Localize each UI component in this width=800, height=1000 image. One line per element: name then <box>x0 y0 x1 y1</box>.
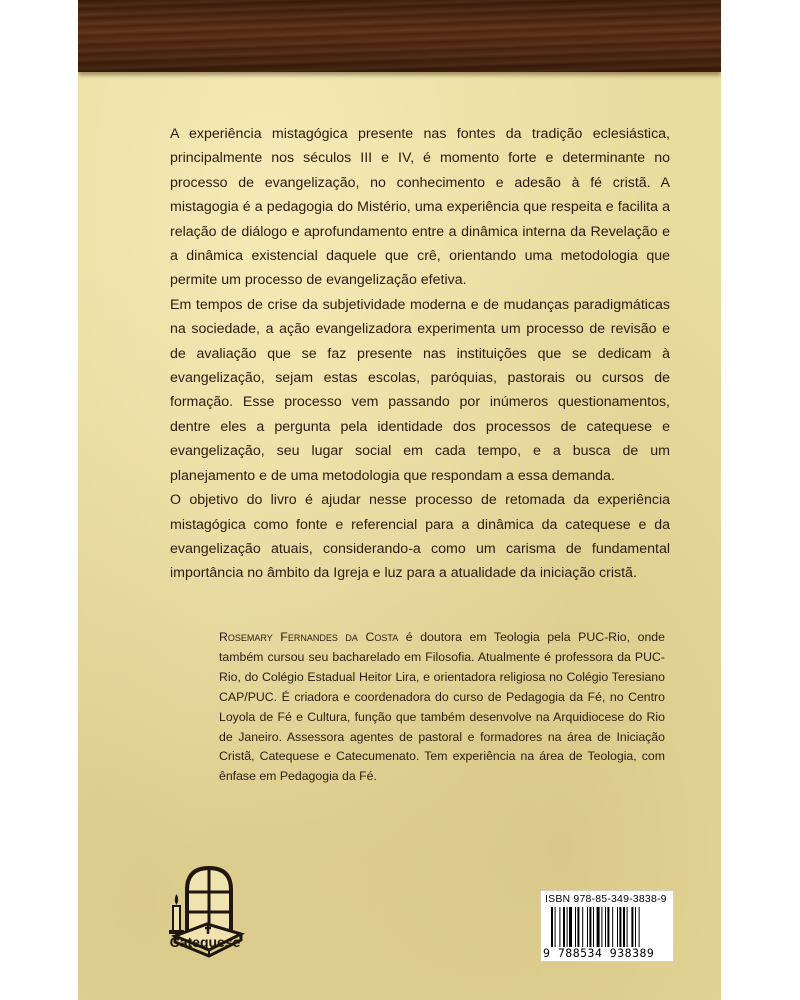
barcode-bar <box>639 907 640 947</box>
barcode-bar <box>563 907 565 947</box>
barcode-bar <box>593 907 594 947</box>
isbn-barcode <box>540 890 674 962</box>
barcode-bar <box>582 907 583 947</box>
barcode-bars <box>551 907 665 947</box>
barcode-bar <box>577 907 579 947</box>
barcode-bar <box>569 907 572 947</box>
barcode-bar <box>617 907 618 947</box>
barcode-bar <box>575 907 576 947</box>
window-book-candle-icon <box>165 862 245 970</box>
isbn-number: ISBN 978-85-349-3838-9 <box>545 893 667 905</box>
author-bio-text: é doutora em Teologia pela PUC-Rio, onde também cursou seu bacharelado em Filosofia. Atualmente é professora da PUC-Rio, do Colégio Estadual Heitor Lira, e orientadora religiosa no Colégio Teresiano CAP/PUC. É criadora e coordenadora do curso de Pedagogia da Fé, no Centro Loyola de Fé e Cultura, função que também desenvolve na Arquidiocese do Rio de Janeiro. Assessora agentes de pastoral e formadores na área de Iniciação Cristã, Catequese e Catecumenato. Tem experiência na área de Teologia, com ênfase em Pedagogia da Fé. <box>219 630 665 784</box>
barcode-bar <box>619 907 621 947</box>
barcode-digits: 9 788534 938389 <box>543 946 655 960</box>
barcode-bar <box>607 907 609 947</box>
synopsis-paragraph-1: A experiência mistagógica presente nas fontes da tradição eclesiástica, principalmente nos séculos III e IV, é momento forte e determinante no processo de evangelização, no conhecimento e adesão à fé cristã. A mistagogia é a pedagogia do Mistério, uma experiência que respeita e facilita a relação de diálogo e aprofundamento entre a dinâmica interna da Revelação e a dinâmica existencial daquele que crê, orientando uma metodologia que permite um processo de evangelização efetiva. <box>170 126 670 289</box>
barcode-bar <box>555 907 556 947</box>
barcode-bar <box>559 907 560 947</box>
synopsis-paragraph-2: Em tempos de crise da subjetividade moderna e de mudanças paradigmáticas na sociedade, a ação evangelizadora experimenta um processo de revisão e de avaliação que se faz presente nas instituições que se dedicam à evangelização, sejam estas escolas, paróquias, pastorais ou cursos de formação. Esse processo vem passando por inúmeros questionamentos, dentre eles a pergunta pela identidade dos processos de catequese e evangelização, seu lugar social em cada tempo, e a busca de um planejamento e de uma metodologia que respondam a essa demanda. <box>170 296 670 484</box>
wood-header-band <box>78 0 721 72</box>
synopsis <box>170 122 670 586</box>
author-bio <box>219 628 665 787</box>
barcode-bar <box>635 907 636 947</box>
logo-label: Catequese <box>169 934 241 950</box>
barcode-bar <box>631 907 633 947</box>
barcode-bar <box>589 907 591 947</box>
author-name: Rosemary Fernandes da Costa <box>219 630 399 644</box>
barcode-bar <box>612 907 613 947</box>
barcode-bar <box>623 907 625 947</box>
barcode-bar <box>551 907 553 947</box>
barcode-bar <box>605 907 606 947</box>
barcode-bar <box>567 907 568 947</box>
barcode-bar <box>587 907 588 947</box>
book-back-cover <box>78 0 721 1000</box>
barcode-bar <box>597 907 600 947</box>
barcode-bar <box>627 907 628 947</box>
synopsis-paragraph-3: O objetivo do livro é ajudar nesse processo de retomada da experiência mistagógica como fonte e referencial para a dinâmica da catequese e da evangelização atuais, considerando-a como um carisma de fundamental importância no âmbito da Igreja e luz para a atualidade da iniciação cristã. <box>170 492 670 582</box>
barcode-bar <box>601 907 602 947</box>
